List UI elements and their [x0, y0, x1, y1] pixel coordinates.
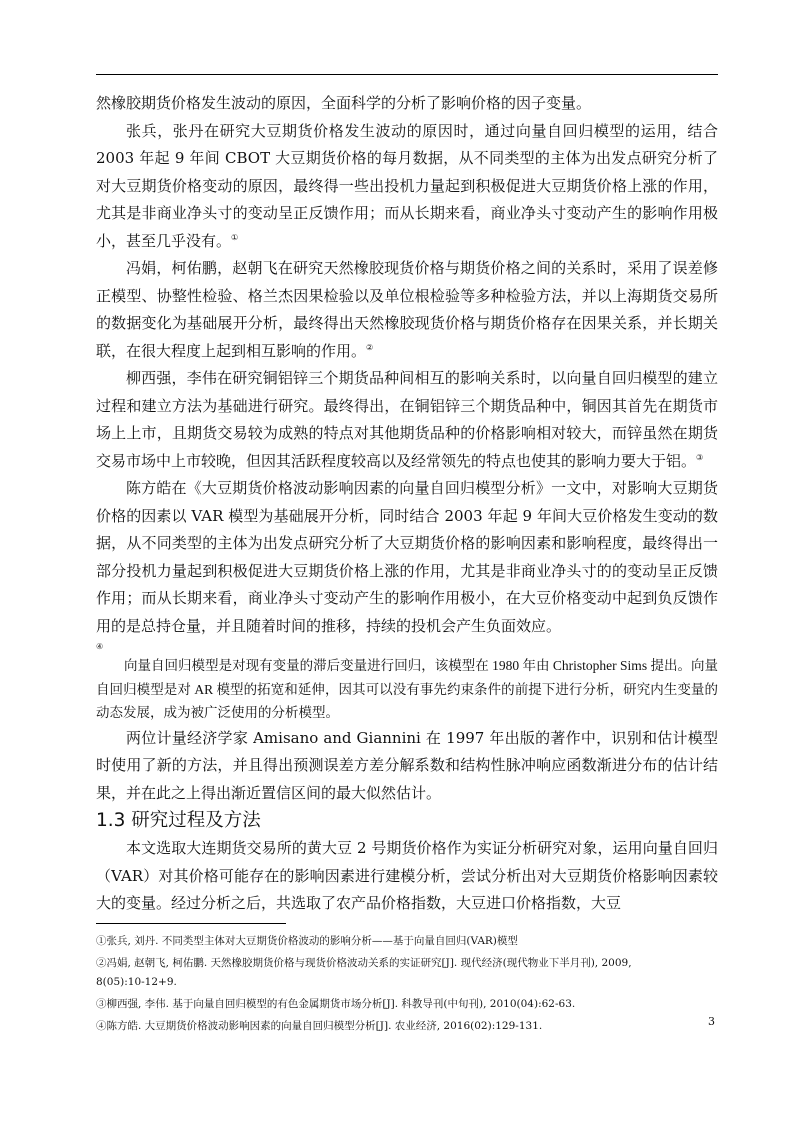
paragraph-5 — [96, 475, 718, 640]
paragraph-6-text: 向量自回归模型是对现有变量的滞后变量进行回归，该模型在 1980 年由 Christopher Sims 提出。向量自回归模型是对 AR 模型的拓宽和延伸，因其可以没有事先约束条件的前提下进行分析，研究内生变量的动态发展，成为被广泛使用的分析模型。 — [96, 658, 718, 720]
paragraph-7-text: 两位计量经济学家 Amisano and Giannini 在 1997 年出版的著作中，识别和估计模型时使用了新的方法，并且得出预测误差方差分解系数和结构性脉冲响应函数渐进分布的估计结果，并在此之上得出渐近置信区间的最大似然估计。 — [96, 728, 718, 802]
paragraph-4-text: 柳西强，李伟在研究铜铝锌三个期货品种间相互的影响关系时，以向量自回归模型的建立过程和建立方法为基础进行研究。最终得出，在铜铝锌三个期货品种中，铜因其首先在期货市场上上市，且期货交易较为成熟的特点对其他期货品种的价格影响相对较大，而锌虽然在期货交易市场中上市较晚，但因其活跃程度较高以及经常领先的特点也使其的影响力要大于铝。 — [96, 369, 718, 470]
paragraph-7 — [96, 725, 718, 808]
paragraph-3-text: 冯娟，柯佑鹏，赵朝飞在研究天然橡胶现货价格与期货价格之间的关系时，采用了误差修正模型、协整性检验、格兰杰因果检验以及单位根检验等多种检验方法，并以上海期货交易所的数据变化为基础展开分析，最终得出天然橡胶现货价格与期货价格存在因果关系，并长期关联，在很大程度上起到相互影响的作用。 — [96, 259, 718, 360]
paragraph-2 — [96, 118, 718, 256]
footnote-rule — [96, 923, 286, 924]
footnote-1-text: 张兵, 刘丹. 不同类型主体对大豆期货价格波动的影响分析——基于向量自回归(VAR)模型 — [106, 935, 518, 947]
footnote-3-text: 柳西强, 李伟. 基于向量自回归模型的有色金属期货市场分析[J]. 科教导刊(中旬刊), 2010(04):62-63. — [106, 998, 576, 1010]
footnote-ref-1[interactable]: ① — [231, 232, 239, 242]
header-rule — [96, 74, 718, 75]
paragraph-3 — [96, 255, 718, 365]
section-heading: 1.3 研究过程及方法 — [96, 810, 261, 831]
footnotes — [96, 932, 656, 1036]
footnote-1-mark: ① — [96, 935, 107, 947]
footnote-2-mark: ② — [96, 957, 107, 969]
footnote-ref-4[interactable]: ④ — [96, 642, 104, 651]
paragraph-8-text: 本文选取大连期货交易所的黄大豆 2 号期货价格作为实证分析研究对象，运用向量自回归（VAR）对其价格可能存在的影响因素进行建模分析，尝试分析出对大豆期货价格影响因素较大的变量。经过分析之后，共选取了农产品价格指数，大豆进口价格指数，大豆 — [96, 839, 718, 912]
paragraph-1-text: 然橡胶期货价格发生波动的原因，全面科学的分析了影响价格的因子变量。 — [96, 94, 592, 112]
paragraph-1 — [96, 90, 718, 118]
footnote-ref-2[interactable]: ② — [366, 342, 374, 352]
footnote-4 — [96, 1017, 656, 1036]
page-number: 3 — [708, 1015, 715, 1028]
footnote-3-mark: ③ — [96, 998, 107, 1010]
footnote-1 — [96, 932, 656, 951]
paragraph-4 — [96, 365, 718, 475]
footnote-3 — [96, 995, 656, 1014]
footnote-4-text: 陈方皓. 大豆期货价格波动影响因素的向量自回归模型分析[J]. 农业经济, 2016(02):129-131. — [106, 1020, 543, 1032]
footnote-2 — [96, 954, 656, 992]
paragraph-5-text: 陈方皓在《大豆期货价格波动影响因素的向量自回归模型分析》一文中，对影响大豆期货价格的因素以 VAR 模型为基础展开分析，同时结合 2003 年起 9 年间大豆价格发生变动的数据，从不同类型的主体为出发点研究分析了大豆期货价格的影响因素和影响程度，最终得出一部分投机力量起到积极促进大豆期货价格上涨的作用，尤其是非商业净头寸的的变动呈正反馈作用；而从长期来看，商业净头寸变动产生的影响作用极小，在大豆价格变动中起到负反馈作用的是总持仓量，并且随着时间的推移，持续的投机会产生负面效应。 — [96, 479, 718, 635]
paragraph-8 — [96, 835, 718, 918]
footnote-ref-3[interactable]: ③ — [696, 452, 704, 462]
main-body — [96, 90, 718, 918]
footnote-4-mark: ④ — [96, 1020, 107, 1032]
paragraph-2-text: 张兵，张丹在研究大豆期货价格发生波动的原因时，通过向量自回归模型的运用，结合 2003 年起 9 年间 CBOT 大豆期货价格的每月数据，从不同类型的主体为出发点研究分析了对大豆期货价格变动的原因，最终得一些出投机力量起到积极促进大豆期货价格上涨的作用，尤其是非商业净头寸的变动呈正反馈作用；而从长期来看，商业净头寸变动产生的影响作用极小，甚至几乎没有。 — [96, 121, 718, 250]
footnote-2-text: 冯娟, 赵朝飞, 柯佑鹏. 天然橡胶期货价格与现货价格波动关系的实证研究[J]. 现代经济(现代物业下半月刊), 2009, 8(05):10-12+9. — [96, 957, 632, 988]
paragraph-6 — [96, 654, 718, 725]
